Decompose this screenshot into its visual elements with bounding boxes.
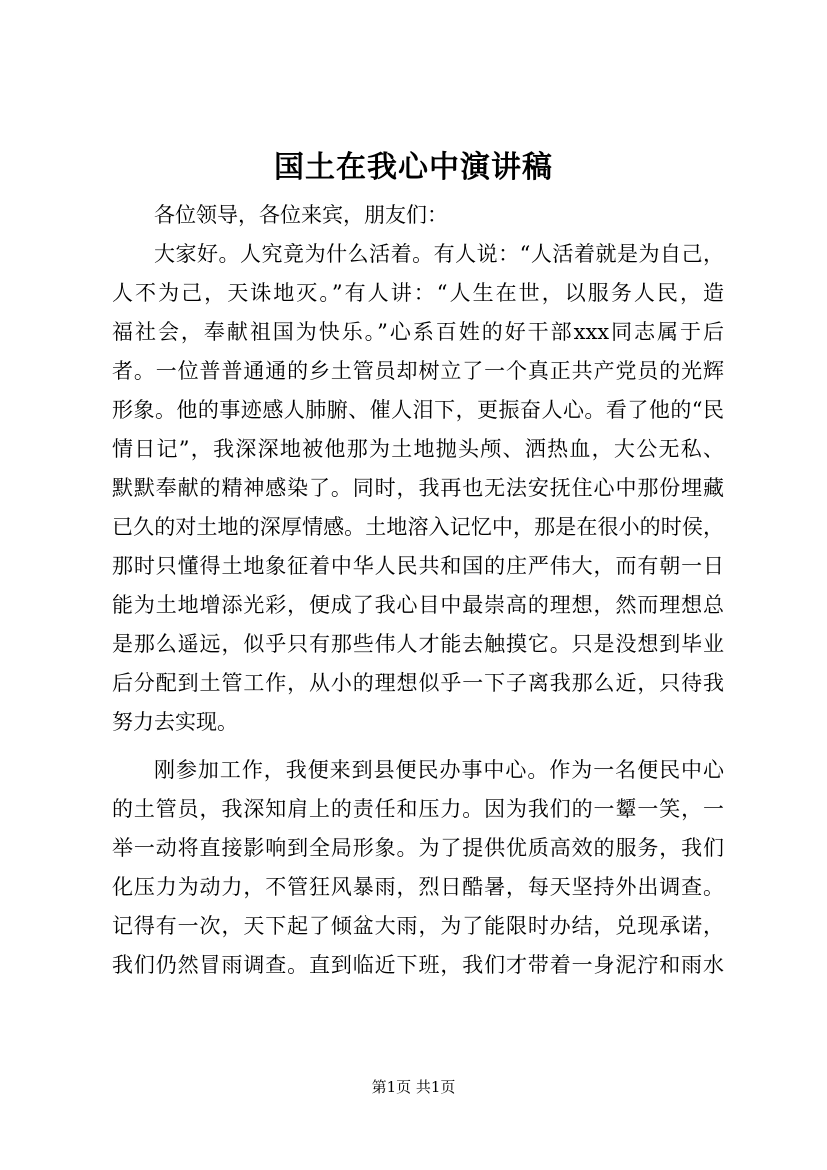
text-line: 人不为己，天诛地灭。”有人讲：“人生在世，以服务人民，造 — [112, 281, 724, 305]
text-line: 情日记”，我深深地被他那为土地抛头颅、洒热血，大公无私、 — [112, 437, 724, 461]
paragraph-work — [112, 751, 724, 985]
text-line: 举一动将直接影响到全局形象。为了提供优质高效的服务，我们 — [112, 836, 724, 860]
document-body — [112, 196, 724, 985]
text-line: 记得有一次，天下起了倾盆大雨，为了能限时办结，兑现承诺， — [112, 914, 724, 938]
document-title: 国土在我心中演讲稿 — [274, 150, 553, 185]
text-line: 刚参加工作，我便来到县便民办事中心。作为一名便民中心 — [154, 758, 724, 782]
text-line: 努力去实现。 — [112, 710, 238, 734]
text-line: 化压力为动力，不管狂风暴雨，烈日酷暑，每天坚持外出调查。 — [112, 875, 724, 899]
paragraph-salutation — [112, 196, 724, 235]
text-line: 是那么遥远，似乎只有那些伟人才能去触摸它。只是没想到毕业 — [112, 632, 724, 656]
text-line: 福社会，奉献祖国为快乐。”心系百姓的好干部xxx同志属于后 — [112, 320, 724, 344]
text-line: 形象。他的事迹感人肺腑、催人泪下，更振奋人心。看了他的“民 — [112, 398, 724, 422]
text-line: 已久的对土地的深厚情感。土地溶入记忆中，那是在很小的时侯， — [112, 515, 724, 539]
text-line: 的土管员，我深知肩上的责任和压力。因为我们的一颦一笑，一 — [112, 797, 724, 821]
paragraph-gap — [112, 742, 724, 751]
page-footer: 第1页 共1页 — [371, 1078, 456, 1096]
text-line: 能为土地增添光彩，便成了我心目中最崇高的理想，然而理想总 — [112, 593, 724, 617]
text-line: 默默奉献的精神感染了。同时，我再也无法安抚住心中那份埋藏 — [112, 476, 724, 500]
text-line: 者。一位普普通通的乡土管员却树立了一个真正共产党员的光辉 — [112, 359, 724, 383]
text-line: 那时只懂得土地象征着中华人民共和国的庄严伟大，而有朝一日 — [112, 554, 724, 578]
paragraph-intro — [112, 235, 724, 742]
text-line: 大家好。人究竟为什么活着。有人说：“人活着就是为自己， — [154, 242, 724, 266]
text-line: 后分配到土管工作，从小的理想似乎一下子离我那么近，只待我 — [112, 671, 724, 695]
text-line: 各位领导，各位来宾，朋友们： — [154, 203, 448, 227]
text-line: 我们仍然冒雨调查。直到临近下班，我们才带着一身泥泞和雨水 — [112, 953, 724, 977]
